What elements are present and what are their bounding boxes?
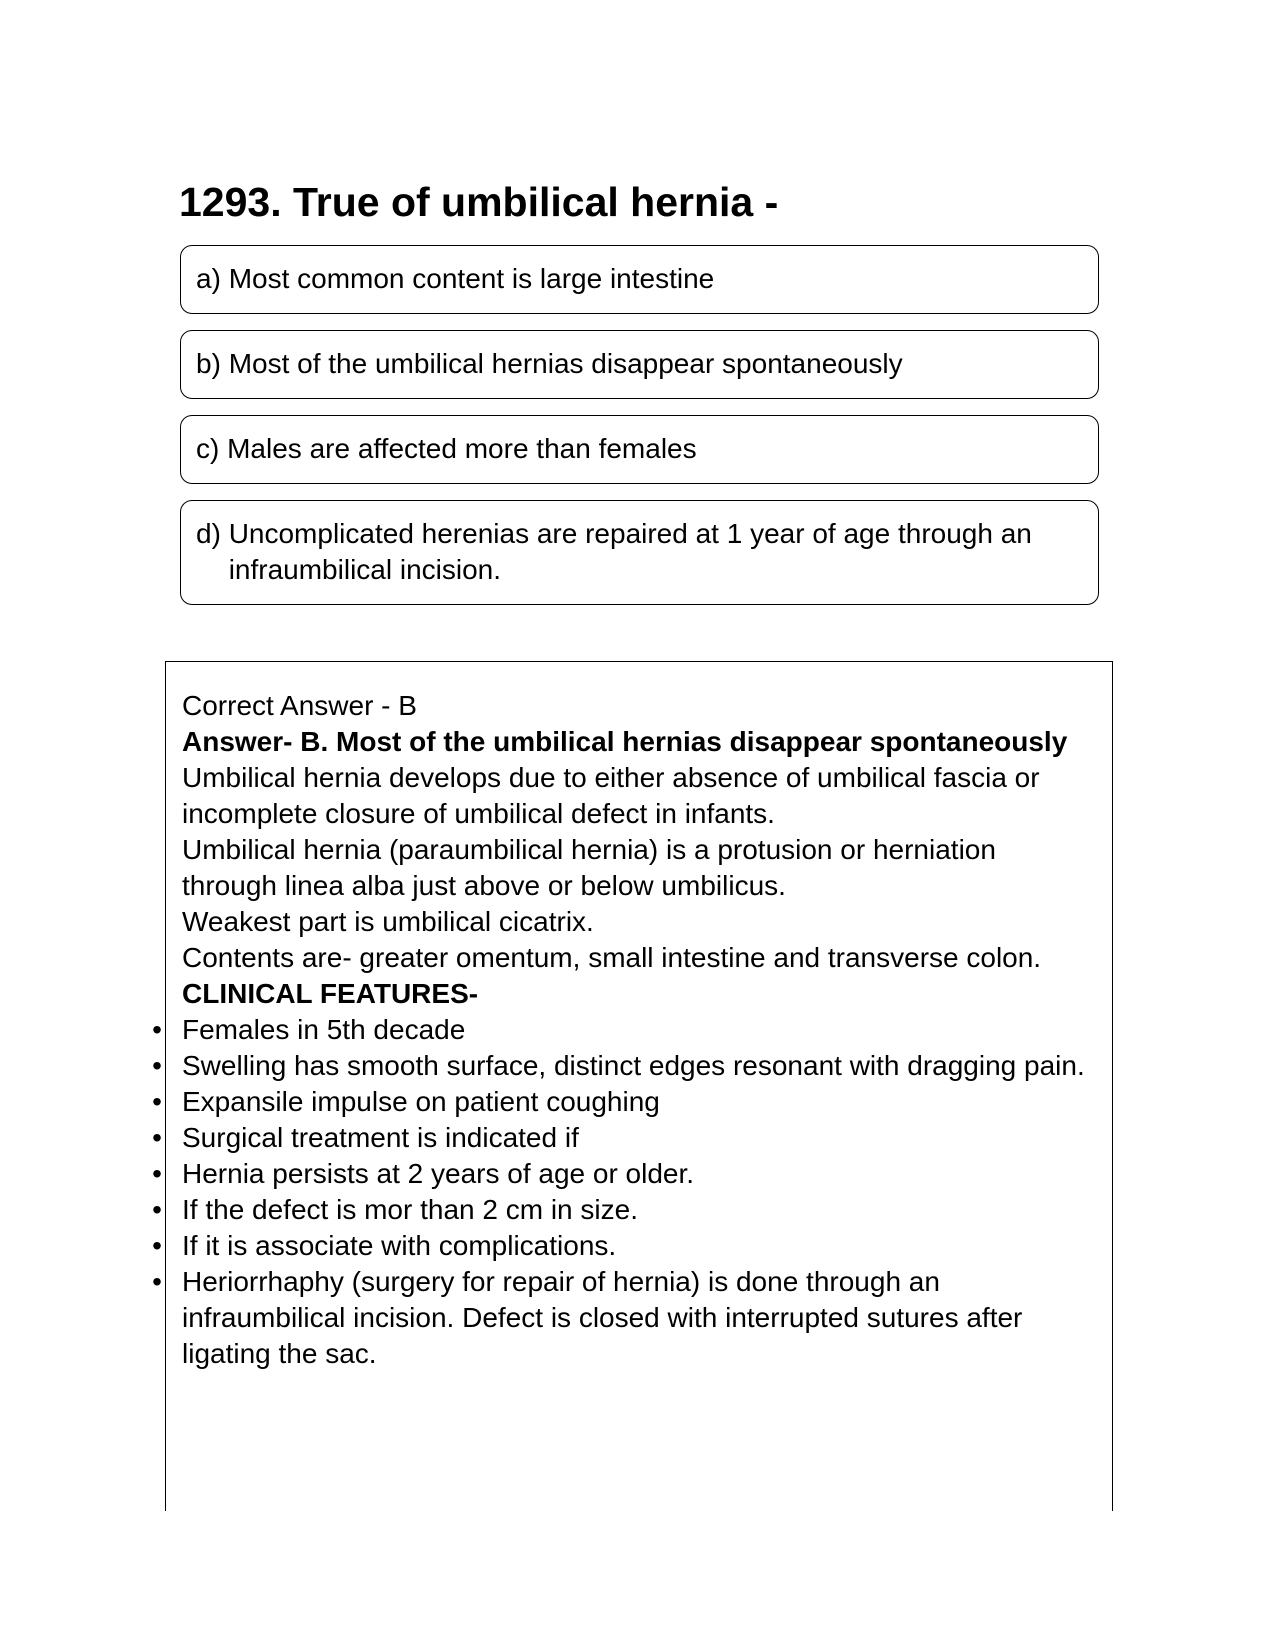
bullet-icon: • [152, 1122, 162, 1153]
clinical-features-list [152, 1012, 1092, 1372]
list-item-text: Hernia persists at 2 years of age or older. [182, 1158, 695, 1189]
list-item-text: Expansile impulse on patient coughing [182, 1086, 660, 1117]
option-text: Most of the umbilical hernias disappear spontaneously [228, 348, 903, 379]
option-c[interactable] [180, 415, 1099, 484]
answer-heading: Answer- B. Most of the umbilical hernias disappear spontaneously [182, 726, 1068, 757]
option-letter: b) [196, 348, 229, 379]
list-item-text: Surgical treatment is indicated if [182, 1122, 579, 1153]
bullet-icon: • [152, 1050, 162, 1081]
explanation-paragraph: Umbilical hernia (paraumbilical hernia) is a protusion or herniation through linea alba just above or below umbilicus. [182, 834, 996, 901]
list-item [152, 1192, 1092, 1228]
option-b[interactable] [180, 330, 1099, 399]
answer-options [180, 245, 1099, 621]
bullet-icon: • [152, 1266, 162, 1297]
list-item-text: If the defect is mor than 2 cm in size. [182, 1194, 638, 1225]
answer-explanation-box [152, 661, 1113, 1511]
question-title: 1293. True of umbilical hernia - [179, 179, 779, 225]
bullet-icon: • [152, 1158, 162, 1189]
clinical-features-heading: CLINICAL FEATURES- [182, 978, 479, 1009]
option-letter: a) [196, 263, 229, 294]
correct-answer-line: Correct Answer - B [182, 690, 417, 721]
list-item [152, 1156, 1092, 1192]
bullet-icon: • [152, 1230, 162, 1261]
list-item [152, 1120, 1092, 1156]
bullet-icon: • [152, 1014, 162, 1045]
list-item [152, 1228, 1092, 1264]
list-item-text: Heriorrhaphy (surgery for repair of hernia) is done through an infraumbilical incision. Defect is closed with interrupted sutures after ligating the sac. [182, 1266, 1023, 1369]
bullet-icon: • [152, 1086, 162, 1117]
explanation-paragraph: Weakest part is umbilical cicatrix. [182, 906, 594, 937]
list-item [152, 1048, 1092, 1084]
list-item [152, 1264, 1092, 1372]
explanation-paragraph: Contents are- greater omentum, small intestine and transverse colon. [182, 942, 1042, 973]
option-text: Males are affected more than females [227, 433, 697, 464]
list-item-text: Swelling has smooth surface, distinct edges resonant with dragging pain. [182, 1050, 1085, 1081]
list-item-text: If it is associate with complications. [182, 1230, 617, 1261]
option-letter: d) [196, 518, 229, 549]
explanation-paragraph: Umbilical hernia develops due to either absence of umbilical fascia or incomplete closure of umbilical defect in infants. [182, 762, 1040, 829]
option-text: Most common content is large intestine [228, 263, 715, 294]
option-text: Uncomplicated herenias are repaired at 1 year of age through an infraumbilical incision. [228, 518, 1032, 585]
option-letter: c) [196, 433, 228, 464]
list-item [152, 1012, 1092, 1048]
list-item-text: Females in 5th decade [182, 1014, 466, 1045]
option-a[interactable] [180, 245, 1099, 314]
bullet-icon: • [152, 1194, 162, 1225]
list-item [152, 1084, 1092, 1120]
option-d[interactable] [180, 500, 1099, 605]
